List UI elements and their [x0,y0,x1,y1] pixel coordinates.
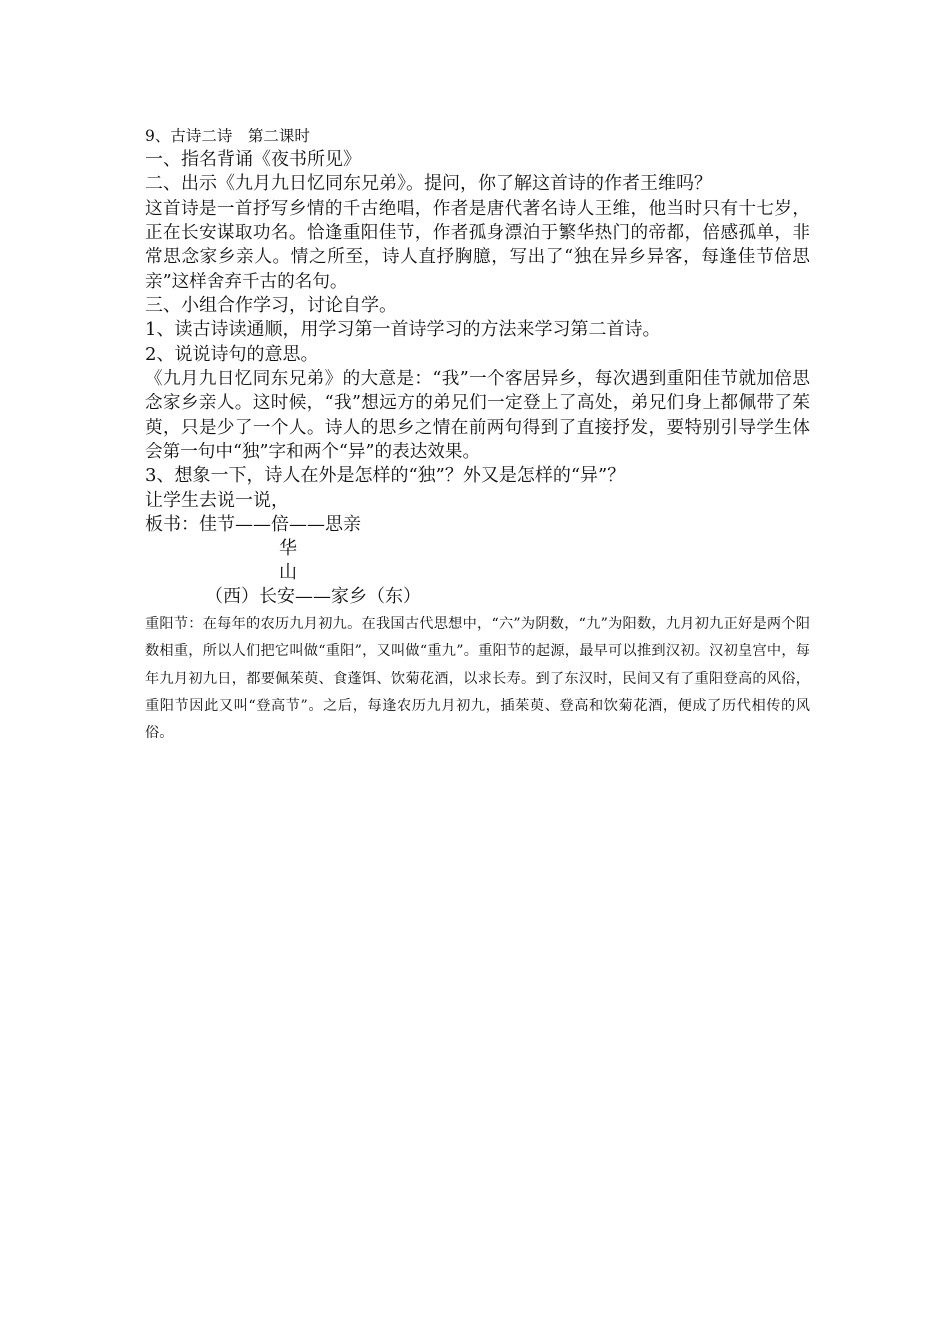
meaning-paragraph: 《九月九日忆同东兄弟》的大意是：“我”一个客居异乡，每次遇到重阳佳节就加倍思念家乡亲人。这时候，“我”想远方的弟兄们一定登上了高处，弟兄们身上都佩带了茱萸，只是少了一个人。诗人的思乡之情在前两句得到了直接抒发，要特别引导学生体会第一句中“独”字和两个“异”的表达效果。 [145,368,810,463]
step-1: 一、指名背诵《夜书所见》 [145,149,361,171]
document-body [145,124,810,748]
step-2: 二、出示《九月九日忆同东兄弟》。提问，你了解这首诗的作者王维吗？ [145,173,712,195]
chongyang-note: 重阳节：在每年的农历九月初九。在我国古代思想中，“六”为阴数，“九”为阳数，九月初九正好是两个阳数相重，所以人们把它叫做“重阳”，又叫做“重九”。重阳节的起源，最早可以推到汉初。汉初皇宫中，每年九月初九日，都要佩茱萸、食蓬饵、饮菊花酒，以求长寿。到了东汉时，民间又有了重阳登高的风俗，重阳节因此又叫“登高节”。之后，每逢农历九月初九，插茱萸、登高和饮菊花酒，便成了历代相传的风俗。 [145,615,810,742]
board-line-2: 华 [279,538,297,560]
board-line-4: （西）长安——家乡（东） [205,586,421,608]
author-paragraph: 这首诗是一首抒写乡情的千古绝唱，作者是唐代著名诗人王维，他当时只有十七岁，正在长安谋取功名。恰逢重阳佳节，作者孤身漂泊于繁华热门的帝都，倍感孤单，非常思念家乡亲人。情之所至，诗人直抒胸臆，写出了“独在异乡异客，每逢佳节倍思亲”这样舍弃千古的名句。 [145,198,810,292]
board-line-3: 山 [279,562,297,584]
item-1: 1、读古诗读通顺，用学习第一首诗学习的方法来学习第二首诗。 [145,319,661,341]
item-2: 2、说说诗句的意思。 [145,343,319,365]
blackboard-notes [145,513,810,610]
item-3: 3、想象一下，诗人在外是怎样的“独”？外又是怎样的“异”？ [145,465,626,487]
lesson-title: 9、古诗二诗 第二课时 [145,127,310,145]
step-4: 让学生去说一说， [145,489,289,511]
board-line-1: 板书：佳节——倍——思亲 [145,513,361,535]
step-3: 三、小组合作学习，讨论自学。 [145,295,397,317]
